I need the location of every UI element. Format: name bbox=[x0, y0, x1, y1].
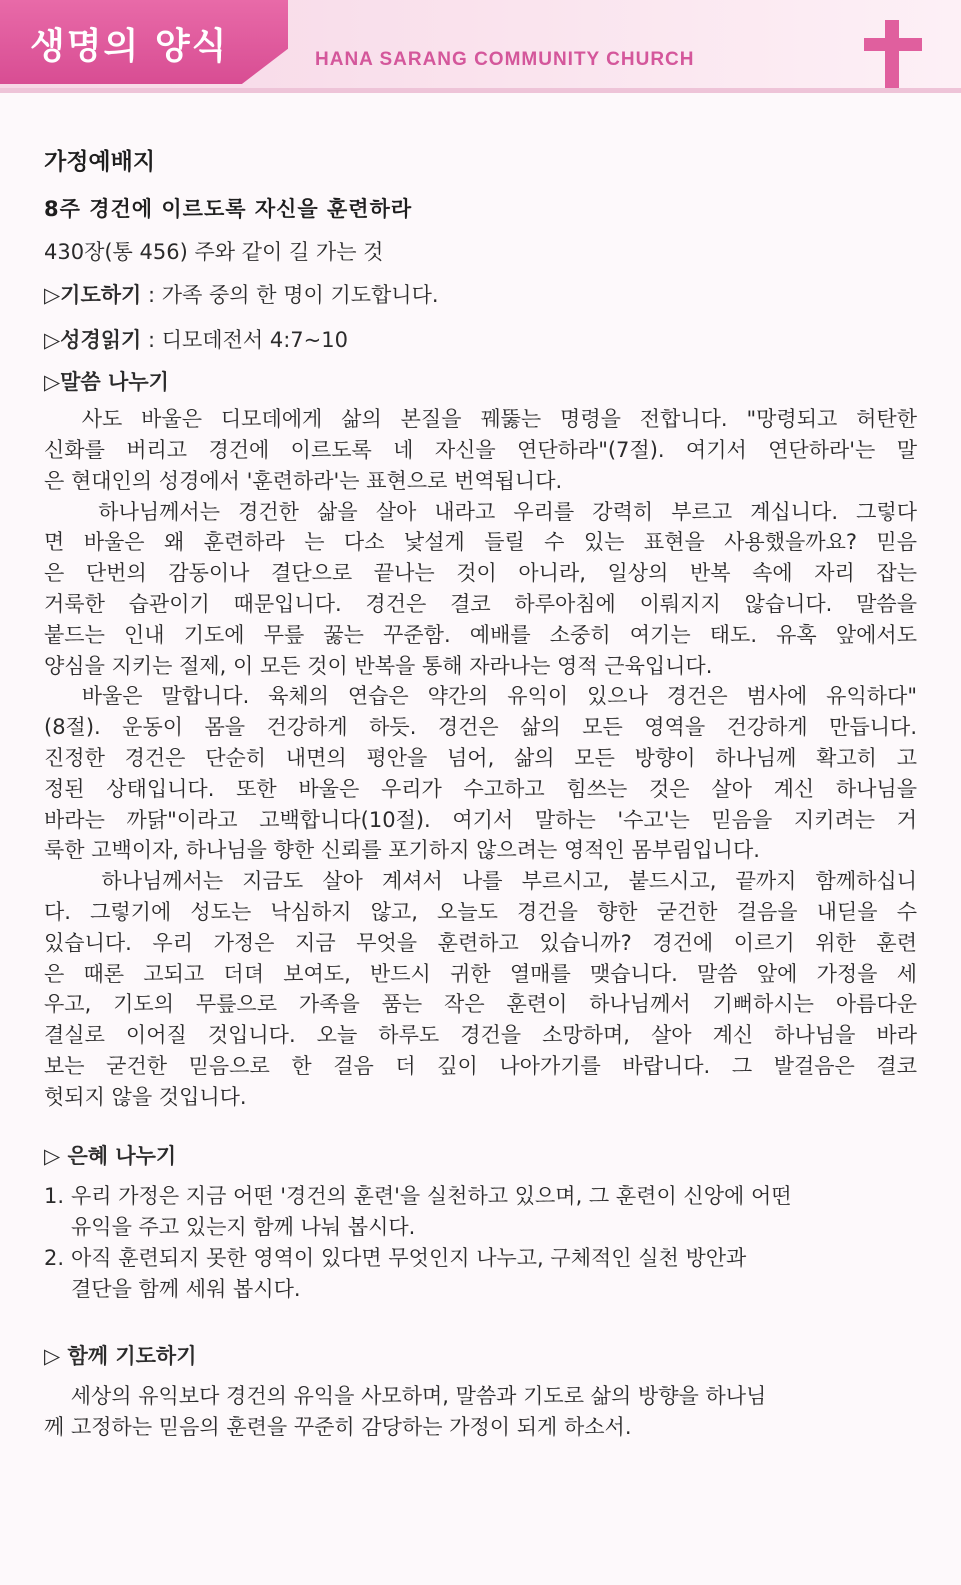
body-line: 은 단번의 감동이나 결단으로 끝나는 것이 아니라, 일상의 반복 속에 자리 잡는 bbox=[44, 561, 917, 586]
header-title: 생명의 양식 bbox=[30, 26, 229, 67]
body-line: 사도 바울은 디모데에게 삶의 본질을 꿰뚫는 명령을 전합니다. "망령되고 허탄한 bbox=[44, 407, 917, 432]
sermon-body bbox=[44, 404, 917, 1112]
body-line: 바라는 까닭"이라고 고백합니다(10절). 여기서 말하는 '수고'는 믿음을 지키려는 거 bbox=[44, 807, 917, 832]
grace-heading: ▷ 은혜 나누기 bbox=[44, 1143, 177, 1168]
church-name: HANA SARANG COMMUNITY CHURCH bbox=[315, 49, 695, 70]
body-line: 우고, 기도의 무릎으로 가족을 품는 작은 훈련이 하나님께서 기뻐하시는 아름다운 bbox=[44, 992, 917, 1017]
reading-text: : 디모데전서 4:7~10 bbox=[141, 327, 348, 352]
body-line: 정된 상태입니다. 또한 바울은 우리가 수고하고 힘쓰는 것은 살아 계신 하나님을 bbox=[44, 776, 917, 801]
list-item bbox=[44, 1243, 917, 1305]
body-line: 바울은 말합니다. 육체의 연습은 약간의 유익이 있으나 경건은 범사에 유익하다" bbox=[44, 684, 917, 709]
lesson-title: 8주 경건에 이르도록 자신을 훈련하라 bbox=[44, 197, 413, 221]
body-line: 하나님께서는 지금도 살아 계셔서 나를 부르시고, 붙드시고, 끝까지 함께하십니 bbox=[44, 869, 917, 894]
body-line: 헛되지 않을 것입니다. bbox=[44, 1084, 247, 1109]
body-line: 룩한 고백이자, 하나님을 향한 신뢰를 포기하지 않으려는 영적인 몸부림입니다. bbox=[44, 838, 760, 863]
body-line: 은 현대인의 성경에서 '훈련하라'는 표현으로 번역됩니다. bbox=[44, 468, 563, 493]
document-body bbox=[44, 145, 917, 1443]
body-line: 하나님께서는 경건한 삶을 살아 내라고 우리를 강력히 부르고 계십니다. 그렇다 bbox=[44, 499, 917, 524]
list-item-line: 우리 가정은 지금 어떤 '경건의 훈련'을 실천하고 있으며, 그 훈련이 신앙에 어떤 bbox=[71, 1184, 792, 1209]
page-header bbox=[0, 0, 961, 92]
body-line: 거룩한 습관이기 때문입니다. 경건은 결코 하루아침에 이뤄지지 않습니다. 말씀을 bbox=[44, 591, 917, 616]
hymn-line: 430장(통 456) 주와 같이 길 가는 것 bbox=[44, 240, 384, 264]
body-line: 진정한 경건은 단순히 내면의 평안을 넘어, 삶의 모든 방향이 하나님께 확고히 고 bbox=[44, 745, 917, 770]
grace-list bbox=[44, 1181, 917, 1304]
list-item-line: 결단을 함께 세워 봅시다. bbox=[71, 1276, 301, 1301]
section-title: 가정예배지 bbox=[44, 149, 156, 175]
body-line: 신화를 버리고 경건에 이르도록 네 자신을 연단하라"(7절). 여기서 연단하라'는 말 bbox=[44, 437, 917, 462]
prayer-line-text: 세상의 유익보다 경건의 유익을 사모하며, 말씀과 기도로 삶의 방향을 하나님 bbox=[44, 1384, 767, 1409]
list-item-number: 1. bbox=[44, 1184, 65, 1209]
triangle-icon: ▷ bbox=[44, 327, 61, 352]
body-line: (8절). 운동이 몸을 건강하게 하듯. 경건은 삶의 모든 영역을 건강하게 만듭니다. bbox=[44, 715, 917, 740]
reading-line bbox=[44, 325, 917, 356]
body-line: 붙드는 인내 기도에 무릎 꿇는 꾸준함. 예배를 소중히 여기는 태도. 유혹 앞에서도 bbox=[44, 622, 917, 647]
header-divider bbox=[0, 88, 961, 93]
prayer-text: : 가족 중의 한 명이 기도합니다. bbox=[141, 282, 439, 307]
list-item-line: 유익을 주고 있는지 함께 나눠 봅시다. bbox=[71, 1215, 416, 1240]
prayer-label: 기도하기 bbox=[60, 282, 142, 307]
body-line: 결실로 이어질 것입니다. 오늘 하루도 경건을 소망하며, 살아 계신 하나님을 바라 bbox=[44, 1023, 917, 1048]
triangle-icon: ▷ bbox=[44, 282, 61, 307]
prayer-line bbox=[44, 280, 917, 311]
list-item-number: 2. bbox=[44, 1245, 65, 1270]
body-line: 면 바울은 왜 훈련하라 는 다소 낯설게 들릴 수 있는 표현을 사용했을까요? 믿음 bbox=[44, 530, 917, 555]
body-line: 보는 굳건한 믿음으로 한 걸음 더 깊이 나아가기를 바랍니다. 그 발걸음은 결코 bbox=[44, 1053, 917, 1078]
body-line: 은 때론 고되고 더뎌 보여도, 반드시 귀한 열매를 맺습니다. 말씀 앞에 가정을 세 bbox=[44, 961, 917, 986]
list-item-line: 아직 훈련되지 못한 영역이 있다면 무엇인지 나누고, 구체적인 실천 방안과 bbox=[71, 1245, 747, 1270]
reading-label: 성경읽기 bbox=[60, 327, 142, 352]
prayer-line-text: 께 고정하는 믿음의 훈련을 꾸준히 감당하는 가정이 되게 하소서. bbox=[44, 1415, 632, 1440]
closing-prayer bbox=[44, 1381, 917, 1443]
pray-heading: ▷ 함께 기도하기 bbox=[44, 1343, 197, 1368]
list-item bbox=[44, 1181, 917, 1243]
body-line: 다. 그렇기에 성도는 낙심하지 않고, 오늘도 경건을 향한 굳건한 걸음을 내딛을 수 bbox=[44, 899, 917, 924]
body-line: 있습니다. 우리 가정은 지금 무엇을 훈련하고 있습니까? 경건에 이르기 위한 훈련 bbox=[44, 930, 917, 955]
sharing-word-heading: ▷말씀 나누기 bbox=[44, 370, 169, 395]
body-line: 양심을 지키는 절제, 이 모든 것이 반복을 통해 자라나는 영적 근육입니다. bbox=[44, 653, 713, 678]
